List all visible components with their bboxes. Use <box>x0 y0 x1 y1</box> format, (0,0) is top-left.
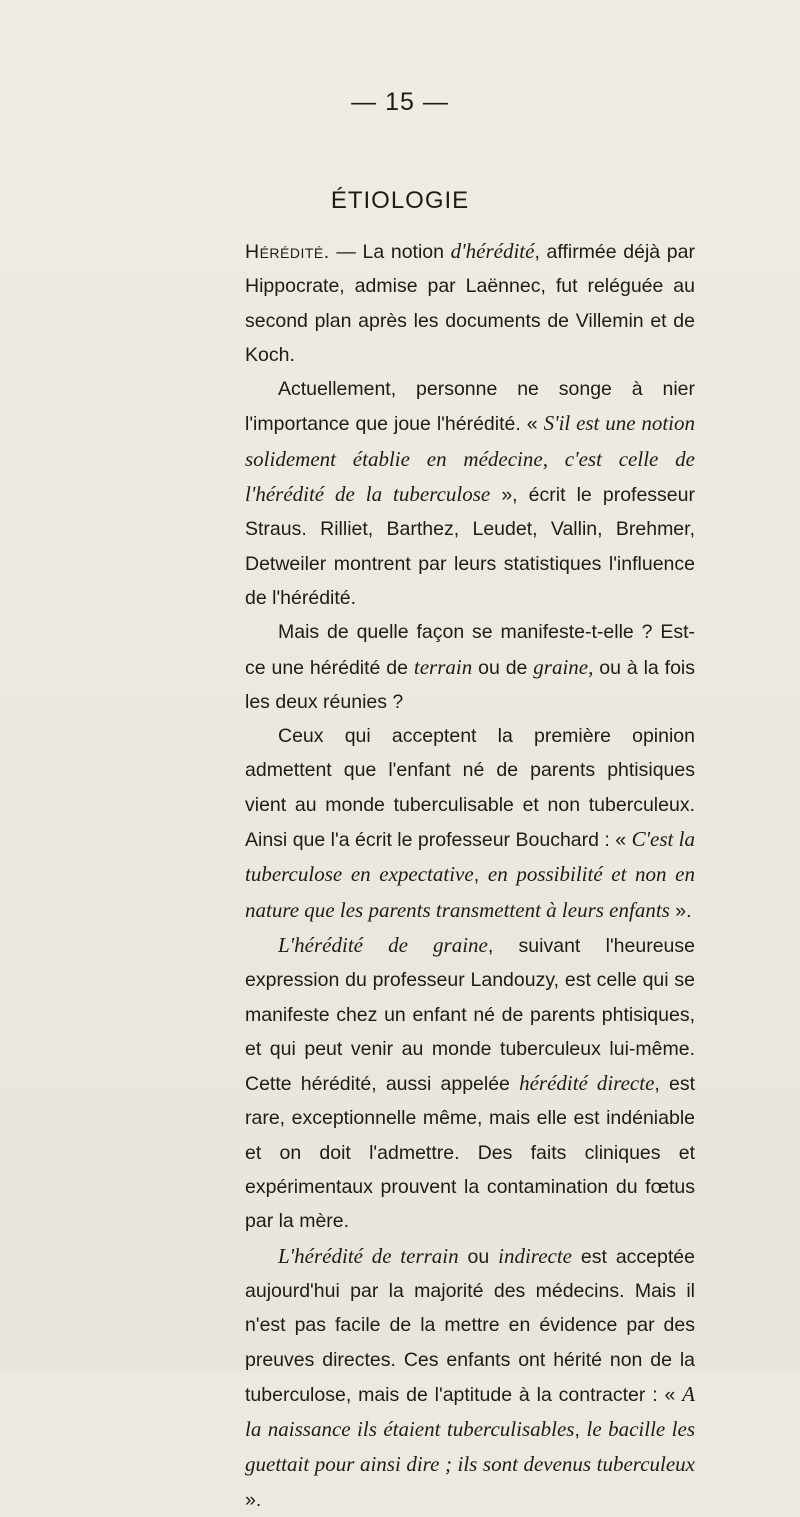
text-run: est acceptée aujourd'hui par la majorité des médecins. Mais il n'est pas facile de la mettre en évidence par des preuves directes. Ces enfants ont hérité non de la tuberculose, mais de l'aptitude à la contracter : « <box>245 1245 695 1406</box>
text-run: ou à la fois les deux réunies ? <box>245 656 695 713</box>
italic-text: A la naissance ils étaient tuberculisables <box>245 1381 695 1442</box>
text-run: ou de <box>472 656 534 679</box>
italic-text: S'il est une notion solidement établie en médecine, c'est celle de l'hérédité de la tuberculose <box>245 411 695 507</box>
italic-text: terrain <box>413 654 473 679</box>
text-run: , <box>473 864 488 887</box>
text-run: , suivant l'heureuse expression du professeur Landouzy, est celle qui se manifeste chez un enfant né de parents phtisiques, et qui peut venir au monde tuberculeux lui-même. Cette hérédité, aussi appelée <box>245 934 695 1096</box>
italic-text: en possibilité et non en nature que les parents transmettent à leurs enfants <box>245 862 695 922</box>
italic-text: hérédité directe <box>519 1071 655 1096</box>
paragraph <box>245 719 695 928</box>
paragraph <box>245 928 695 1239</box>
text-run: ». <box>245 1488 262 1511</box>
text-run: Mais de quelle façon se manifeste-t-elle ? Est-ce une hérédité de <box>245 621 695 679</box>
italic-text: indirecte <box>498 1243 572 1268</box>
text-run: ». <box>669 899 692 922</box>
paragraph <box>245 615 695 719</box>
chapter-title: ÉTIOLOGIE <box>330 187 470 214</box>
paragraph <box>245 234 695 372</box>
italic-text: L'hérédité de graine <box>278 932 488 957</box>
section-heading: Hérédité. <box>245 241 330 263</box>
text-run: — La notion <box>329 241 451 263</box>
body-text <box>245 234 695 1517</box>
text-run: Ceux qui acceptent la première opinion admettent que l'enfant né de parents phtisiques vient au monde tuberculisable et non tuberculeux. Ainsi que l'a écrit le professeur Bouchard : « <box>245 725 695 852</box>
italic-text: le bacille les guettait pour ainsi dire ; ils sont devenus tuberculeux <box>245 1417 695 1477</box>
text-run: , est rare, exceptionnelle même, mais elle est indéniable et on doit l'admettre. Des faits cliniques et expérimentaux prouvent la contamination du fœtus par la mère. <box>245 1073 695 1233</box>
italic-text: C'est la tuberculose en expectative <box>245 827 695 887</box>
text-run: », écrit le professeur Straus. Rilliet, Barthez, Leudet, Vallin, Brehmer, Detweiler montrent par leurs statistiques l'influence de l'hérédité. <box>245 484 695 609</box>
text-run: , affirmée déjà par Hippocrate, admise par Laënnec, fut reléguée au second plan après les documents de Villemin et de Koch. <box>245 241 695 366</box>
italic-text: graine, <box>533 654 594 679</box>
text-run: ou <box>458 1245 499 1268</box>
italic-text: L'hérédité de terrain <box>278 1243 459 1268</box>
page-number: — 15 — <box>351 88 449 116</box>
paragraph <box>245 1239 695 1517</box>
paragraph <box>245 372 695 615</box>
italic-text: d'hérédité <box>450 239 535 263</box>
text-run: , <box>574 1419 587 1442</box>
text-run: Actuellement, personne ne songe à nier l'importance que joue l'hérédité. « <box>245 378 695 436</box>
